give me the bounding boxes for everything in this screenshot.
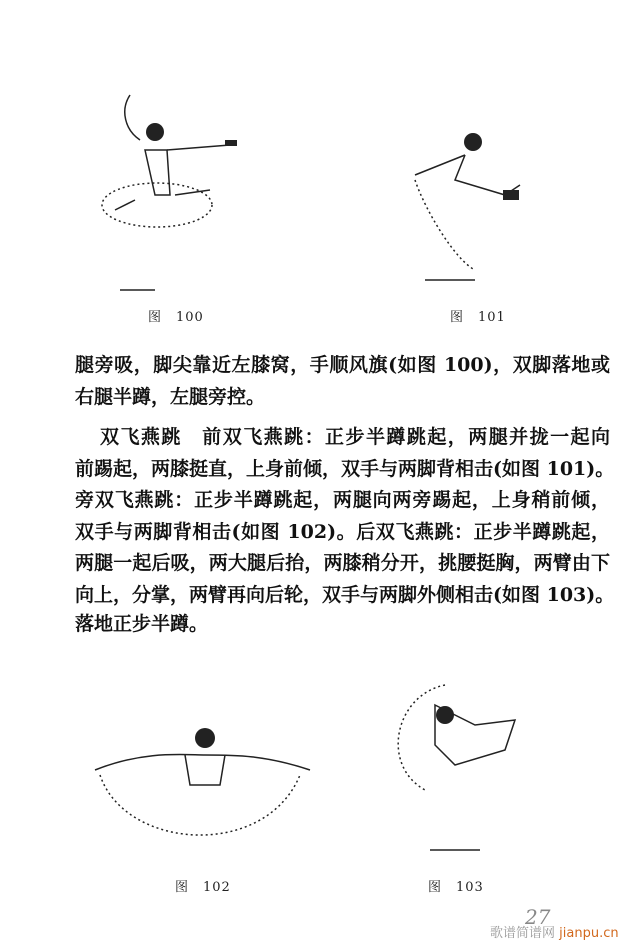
body-text-line-1: 腿旁吸，脚尖靠近左膝窝，手顺风旗(如图 100)，双脚落地或 (75, 354, 610, 376)
page-number: 27 (525, 905, 551, 929)
figure-100-illustration (95, 90, 255, 300)
watermark (490, 922, 619, 941)
figure-103-illustration (385, 675, 535, 865)
body-text-line-7: 两腿一起后吸，两大腿后抬，两膝稍分开，挑腰挺胸，两臂由下 (75, 552, 610, 574)
watermark-url: jianpu.cn (559, 926, 619, 941)
body-text-line-9: 落地正步半蹲。 (75, 613, 209, 635)
figure-100-caption: 图 100 (148, 310, 204, 325)
figure-103-caption: 图 103 (428, 880, 484, 895)
body-text-line-3: 双飞燕跳 前双飞燕跳：正步半蹲跳起，两腿并拢一起向 (100, 426, 610, 448)
body-text-line-2: 右腿半蹲，左腿旁控。 (75, 386, 266, 408)
body-text-line-8: 向上，分掌，两臂再向后轮，双手与两脚外侧相击(如图 103)。 (75, 584, 615, 606)
body-text-line-5: 旁双飞燕跳：正步半蹲跳起，两腿向两旁踢起，上身稍前倾， (75, 489, 610, 511)
figure-102-illustration (85, 710, 315, 870)
figure-102-caption: 图 102 (175, 880, 231, 895)
figure-101-illustration (395, 120, 535, 300)
watermark-cn: 歌谱简谱网 (490, 926, 556, 941)
body-text-line-4: 前踢起，两膝挺直，上身前倾，双手与两脚背相击(如图 101)。 (75, 458, 615, 480)
figure-101-caption: 图 101 (450, 310, 506, 325)
body-text-line-6: 双手与两脚背相击(如图 102)。后双飞燕跳：正步半蹲跳起， (75, 521, 610, 543)
